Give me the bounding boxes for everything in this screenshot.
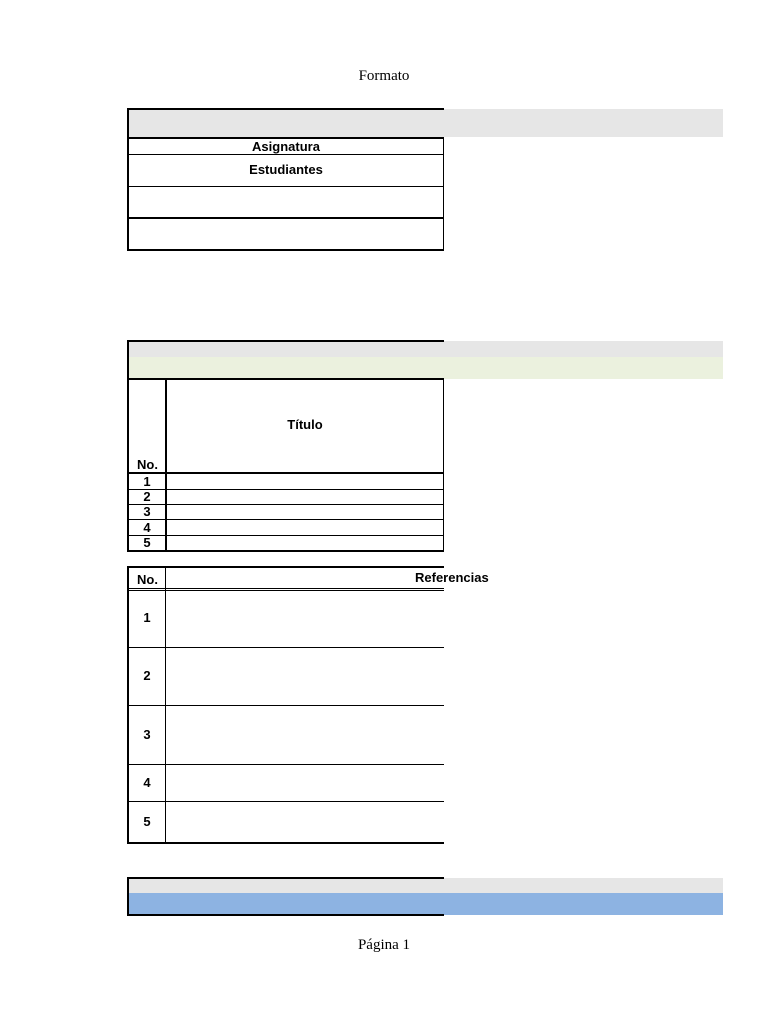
bottom-gray-band	[128, 878, 723, 893]
titles-no-header: No.	[137, 457, 158, 472]
titles-row-number: 3	[143, 504, 151, 519]
bottom-blue-band	[128, 893, 723, 915]
info-header-band	[128, 109, 723, 137]
references-row-number: 5	[143, 814, 151, 829]
estudiantes-value-field[interactable]	[129, 219, 443, 249]
estudiantes-label: Estudiantes	[249, 162, 323, 177]
references-row-number: 3	[143, 727, 151, 742]
asignatura-value-field[interactable]	[129, 187, 443, 217]
page-title: Formato	[358, 68, 410, 84]
titles-row-number: 5	[143, 535, 151, 550]
titles-gray-band	[128, 341, 723, 357]
titulo-header: Título	[287, 417, 323, 432]
titles-row-number: 4	[143, 520, 151, 535]
references-header-clip	[167, 570, 489, 588]
titles-row-number: 1	[143, 474, 151, 489]
asignatura-label: Asignatura	[252, 139, 320, 154]
page-footer: Página 1	[357, 937, 411, 953]
titles-green-band	[128, 357, 723, 379]
titles-row-number: 2	[143, 489, 151, 504]
references-row-number: 2	[143, 668, 151, 683]
references-row-number: 4	[143, 775, 151, 790]
references-no-header: No.	[137, 572, 158, 587]
referencias-header: Referencias	[415, 570, 489, 585]
references-row-number: 1	[143, 610, 151, 625]
